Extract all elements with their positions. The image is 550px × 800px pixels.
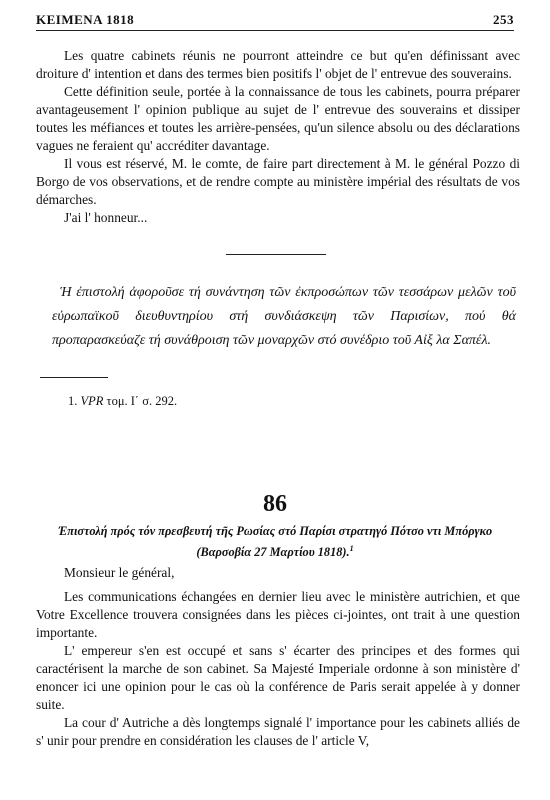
paragraph: Les quatre cabinets réunis ne pourront atteindre ce but qu'en définissant avec droiture d' intention et dans des termes bien positifs l' objet de l' entrevue des souverains. (36, 48, 520, 81)
paragraph: Les communications échangées en dernier lieu avec le ministère autrichien, et que Votre Excellence trouvera consignées dans les pièces ci-jointes, ont trait à une question importante. (36, 589, 520, 640)
paragraph: L' empereur s'en est occupé et sans s' écarter des principes et des formes qui caractérisent la marche de son cabinet. Sa Majesté Imperiale ordonne à son ministère d' enoncer ici une opinion pour le cas où la conférence de Paris serait appelée à y donner suite. (36, 643, 520, 712)
paragraph: La cour d' Autriche a dès longtemps signalé l' importance pour les cabinets alliés de s' unir pour prendre en considération les clauses de l' article V, (36, 715, 520, 748)
running-header (36, 10, 514, 31)
salutation: Monsieur le général, (64, 565, 175, 580)
footnote-reference: τομ. Ι΄ σ. 292. (106, 394, 178, 408)
footnote (68, 394, 177, 409)
letter-body (36, 588, 520, 750)
paragraph: Il vous est réservé, M. le comte, de faire part directement à M. le général Pozzo di Borgo de vos observations, et de rendre compte au ministère impérial des résultats de vos démarches. (36, 156, 520, 207)
running-title: KEIMENA 1818 (36, 12, 135, 27)
footnote-number: 1. (68, 394, 78, 408)
document-title (30, 522, 520, 561)
page-number: 253 (493, 12, 514, 27)
editorial-note: Ἡ ἐπιστολή ἀφοροῦσε τή συνάντηση τῶν ἐκπροσώπων τῶν τεσσάρων μελῶν τοῦ εὐρωπαϊκοῦ διευθυντηρίου στή συνδιάσκεψη τῶν Παρισίων, πού θά προπαρασκεύαζε τή συνάθροιση τῶν μοναρχῶν στό συνέδριο τοῦ Αἰξ λα Σαπέλ. (52, 285, 516, 348)
title-note-mark: 1 (349, 544, 354, 553)
document-number: 86 (263, 491, 287, 517)
letter-closing-text (36, 47, 520, 227)
paragraph: Cette définition seule, portée à la connaissance de tous les cabinets, pourra préparer avantageusement l' opinion publique au sujet de l' entrevue des souverains et dissiper toutes les méfiances et toutes les arrière-pensées, qu'un silence absolu ou des déclarations vagues ne feraient qu' accréditer davantage. (36, 84, 520, 153)
section-divider (226, 254, 326, 255)
footnote-source: VPR (80, 394, 104, 408)
footnote-rule (40, 377, 108, 378)
paragraph: J'ai l' honneur... (64, 210, 148, 225)
document-title-text: Ἐπιστολή πρός τόν πρεσβευτή τῆς Ρωσίας στό Παρίσι στρατηγό Πότσο ντι Μπόργκο (Βαρσοβία 27 Μαρτίου 1818). (57, 524, 493, 560)
